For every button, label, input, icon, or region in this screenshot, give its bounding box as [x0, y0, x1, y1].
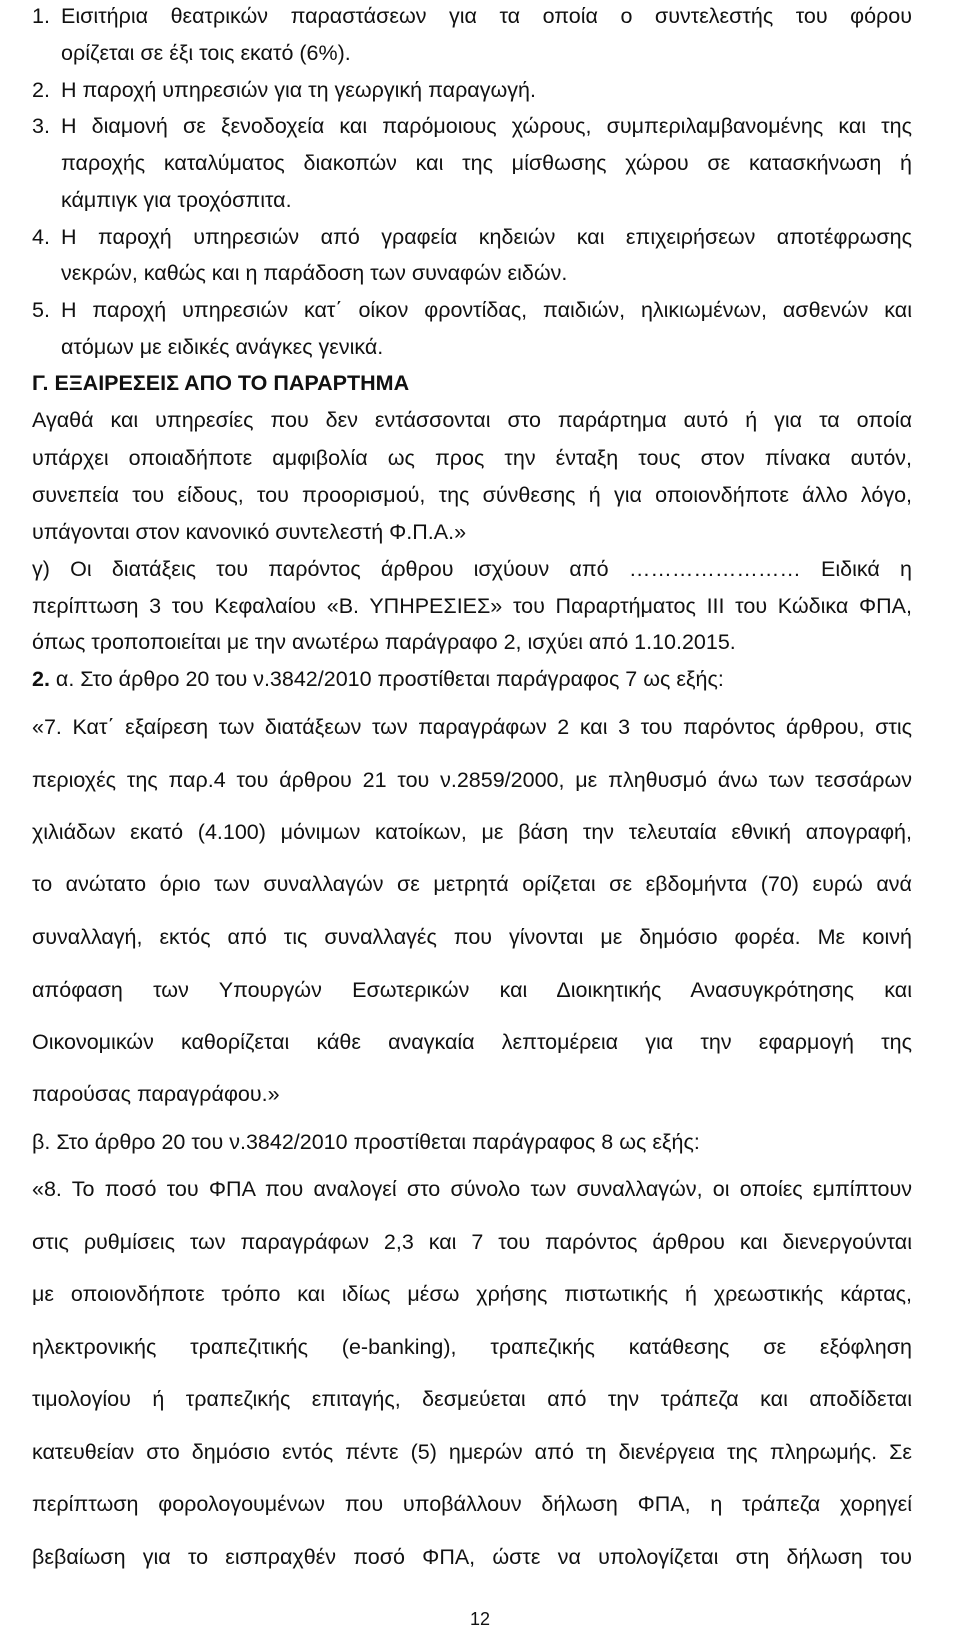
list-item-text: ατόμων με ειδικές ανάγκες γενικά. — [61, 335, 384, 359]
list-item-5-continuation — [0, 333, 960, 361]
list-item-1-continuation — [0, 39, 960, 67]
list-item-number: 1. — [32, 4, 50, 28]
paragraph-line: παρούσας παραγράφου.» — [32, 1082, 280, 1106]
paragraph-line: περίπτωση 3 του Κεφαλαίου «Β. ΥΠΗΡΕΣΙΕΣ» του Παραρτήματος ΙΙΙ του Κώδικα ΦΠΑ, — [32, 594, 912, 618]
list-item-text: Εισιτήρια θεατρικών παραστάσεων για τα οποία ο συντελεστής του φόρου — [61, 4, 912, 28]
article-2a-line — [0, 665, 912, 693]
list-item-number: 2. — [32, 78, 50, 102]
list-item-text: Η παροχή υπηρεσιών για τη γεωργική παραγωγή. — [61, 78, 536, 102]
list-item-3-continuation — [0, 186, 960, 214]
list-item-text: ορίζεται σε έξι τοις εκατό (6%). — [61, 41, 351, 65]
paragraph-line: το ανώτατο όριο των συναλλαγών σε μετρητά ορίζεται σε εβδομήντα (70) ευρώ ανά — [32, 872, 912, 896]
list-item-4 — [0, 223, 960, 251]
paragraph-line: κατευθείαν στο δημόσιο εντός πέντε (5) ημερών από τη διενέργεια της πληρωμής. Σε — [32, 1440, 912, 1464]
list-item-text: Η παροχή υπηρεσιών από γραφεία κηδειών και επιχειρήσεων αποτέφρωσης — [61, 225, 912, 249]
list-item-5 — [0, 296, 960, 324]
paragraph-line: όπως τροποποιείται με την ανωτέρω παράγραφο 2, ισχύει από 1.10.2015. — [32, 630, 736, 654]
list-item-number: 4. — [32, 225, 50, 249]
paragraph-line: υπάγονται στον κανονικό συντελεστή Φ.Π.Α.» — [32, 520, 467, 544]
list-item-4-continuation — [0, 259, 960, 287]
section-heading: Γ. ΕΞΑΙΡΕΣΕΙΣ ΑΠΟ ΤΟ ΠΑΡΑΡΤΗΜΑ — [32, 371, 410, 395]
list-item-1 — [0, 2, 960, 30]
paragraph-line: τιμολογίου ή τραπεζικής επιταγής, δεσμεύεται από την τράπεζα και αποδίδεται — [32, 1387, 912, 1411]
list-item-text: παροχής καταλύματος διακοπών και της μίσθωσης χώρου σε κατασκήνωση ή — [61, 151, 912, 175]
paragraph-line: περίπτωση φορολογουμένων που υποβάλλουν δήλωση ΦΠΑ, η τράπεζα χορηγεί — [32, 1492, 912, 1516]
paragraph-line: Οικονομικών καθορίζεται κάθε αναγκαία λεπτομέρεια για την εφαρμογή της — [32, 1030, 912, 1054]
page-number: 12 — [469, 1609, 491, 1629]
list-item-2 — [0, 76, 960, 104]
list-item-3-continuation — [0, 149, 960, 177]
paragraph-line: συνεπεία του είδους, του προορισμού, της σύνθεσης ή για οποιονδήποτε άλλο λόγο, — [32, 483, 912, 507]
article-2b-line: β. Στο άρθρο 20 του ν.3842/2010 προστίθεται παράγραφος 8 ως εξής: — [32, 1130, 700, 1154]
paragraph-line: «8. Το ποσό του ΦΠΑ που αναλογεί στο σύνολο των συναλλαγών, οι οποίες εμπίπτουν — [32, 1177, 912, 1201]
article-text: α. Στο άρθρο 20 του ν.3842/2010 προστίθεται παράγραφος 7 ως εξής: — [49, 667, 724, 691]
paragraph-line: Αγαθά και υπηρεσίες που δεν εντάσσονται στο παράρτημα αυτό ή για τα οποία — [32, 408, 912, 432]
paragraph-line: συναλλαγή, εκτός από τις συναλλαγές που γίνονται με δημόσιο φορέα. Με κοινή — [32, 925, 912, 949]
paragraph-line: χιλιάδων εκατό (4.100) μόνιμων κατοίκων, με βάση την τελευταία εθνική απογραφή, — [32, 820, 912, 844]
paragraph-line: στις ρυθμίσεις των παραγράφων 2,3 και 7 του παρόντος άρθρου και διενεργούνται — [32, 1230, 912, 1254]
paragraph-line: γ) Οι διατάξεις του παρόντος άρθρου ισχύουν από …………………… Ειδικά η — [32, 557, 912, 581]
paragraph-line: βεβαίωση για το εισπραχθέν ποσό ΦΠΑ, ώστε να υπολογίζεται στη δήλωση του — [32, 1545, 912, 1569]
list-item-number: 3. — [32, 114, 50, 138]
paragraph-line: υπάρχει οποιαδήποτε αμφιβολία ως προς την ένταξη τους στον πίνακα αυτόν, — [32, 446, 912, 470]
article-number: 2. — [32, 667, 50, 691]
list-item-3 — [0, 112, 960, 140]
list-item-text: νεκρών, καθώς και η παράδοση των συναφών ειδών. — [61, 261, 568, 285]
list-item-text: Η διαμονή σε ξενοδοχεία και παρόμοιους χώρους, συμπεριλαμβανομένης και της — [61, 114, 912, 138]
list-item-text: Η παροχή υπηρεσιών κατ΄ οίκον φροντίδας, παιδιών, ηλικιωμένων, ασθενών και — [61, 298, 912, 322]
list-item-number: 5. — [32, 298, 50, 322]
paragraph-line: «7. Κατ΄ εξαίρεση των διατάξεων των παραγράφων 2 και 3 του παρόντος άρθρου, στις — [32, 715, 912, 739]
paragraph-line: ηλεκτρονικής τραπεζιτικής (e-banking), τραπεζικής κατάθεσης σε εξόφληση — [32, 1335, 912, 1359]
paragraph-line: απόφαση των Υπουργών Εσωτερικών και Διοικητικής Ανασυγκρότησης και — [32, 978, 912, 1002]
paragraph-line: με οποιονδήποτε τρόπο και ιδίως μέσω χρήσης πιστωτικής ή χρεωστικής κάρτας, — [32, 1282, 912, 1306]
paragraph-line: περιοχές της παρ.4 του άρθρου 21 του ν.2859/2000, με πληθυσμό άνω των τεσσάρων — [32, 768, 912, 792]
list-item-text: κάμπιγκ για τροχόσπιτα. — [61, 188, 292, 212]
